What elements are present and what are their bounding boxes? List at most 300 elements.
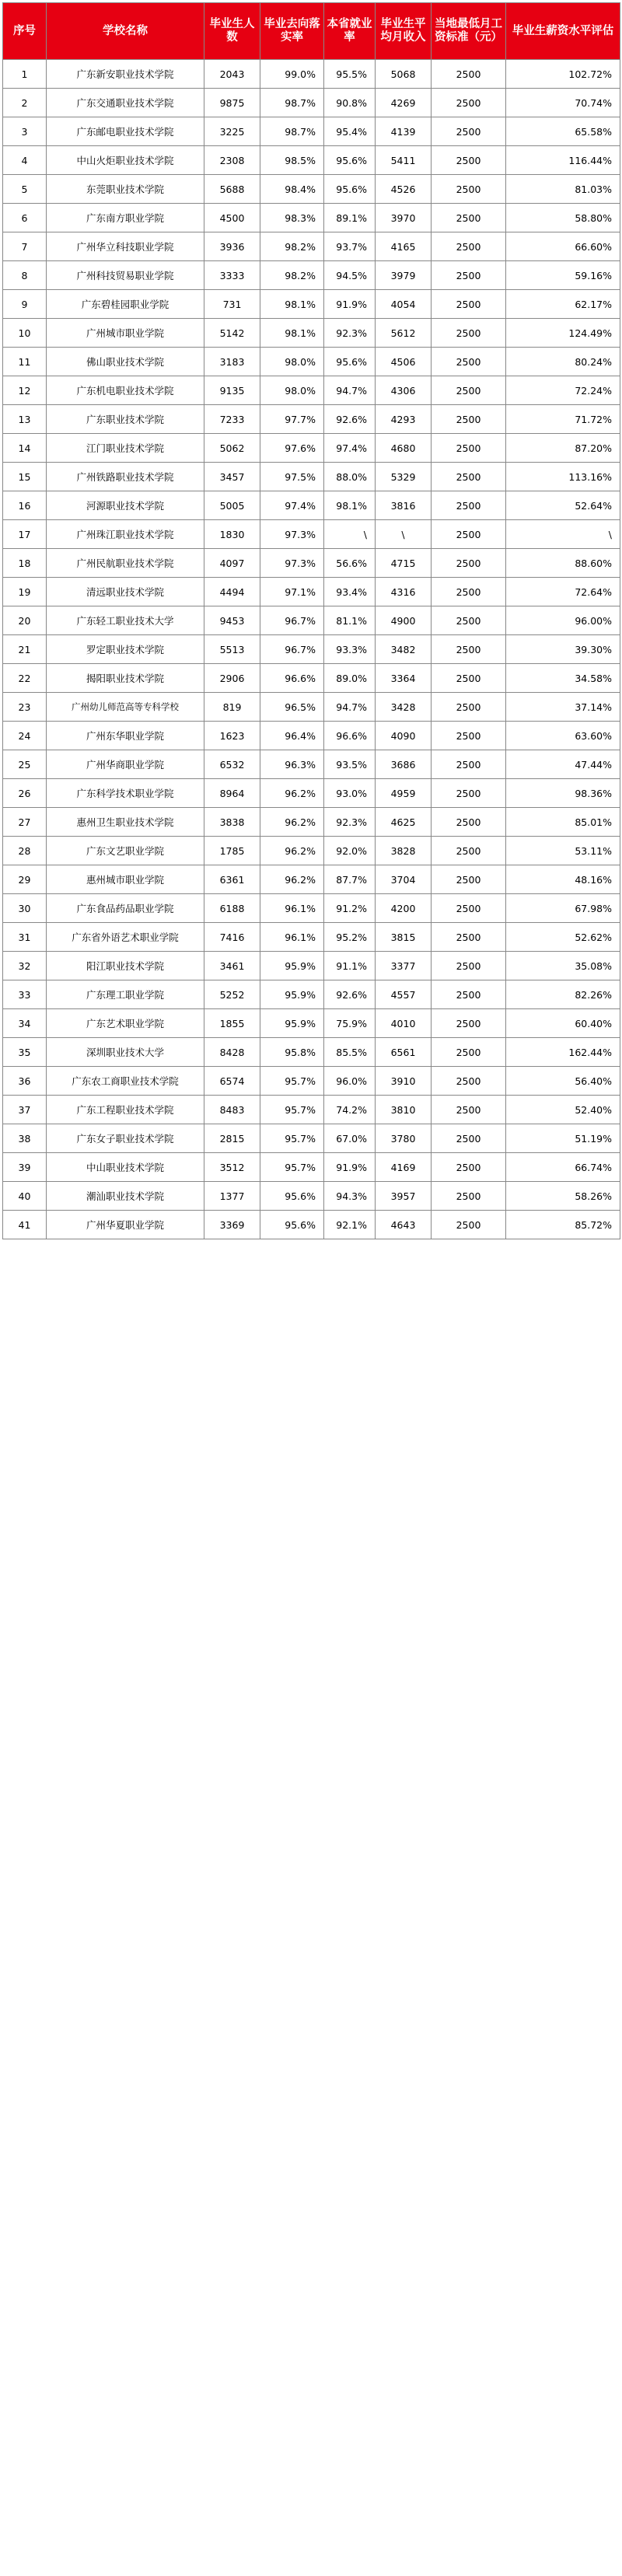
cell-graduates: 6532 [204, 750, 260, 779]
table-row [3, 693, 620, 722]
cell-avg-income: 4293 [376, 405, 432, 434]
cell-avg-income: 4306 [376, 376, 432, 405]
cell-school-name: 中山火炬职业技术学院 [47, 146, 204, 175]
table-row [3, 894, 620, 923]
cell-in-province-rate: 95.6% [324, 348, 376, 376]
header-graduates: 毕业生人数 [204, 3, 260, 60]
cell-salary-assessment: 162.44% [506, 1038, 620, 1067]
cell-salary-assessment: 98.36% [506, 779, 620, 808]
cell-in-province-rate: 94.5% [324, 261, 376, 290]
cell-min-wage: 2500 [432, 261, 506, 290]
cell-in-province-rate: 96.6% [324, 722, 376, 750]
cell-school-name: 广州城市职业学院 [47, 319, 204, 348]
cell-placement-rate: 99.0% [260, 60, 324, 89]
cell-in-province-rate: 92.1% [324, 1211, 376, 1239]
table-row [3, 146, 620, 175]
cell-salary-assessment: 62.17% [506, 290, 620, 319]
cell-salary-assessment: 63.60% [506, 722, 620, 750]
cell-placement-rate: 98.1% [260, 290, 324, 319]
cell-salary-assessment: 72.64% [506, 578, 620, 606]
cell-avg-income: 4169 [376, 1153, 432, 1182]
table-row [3, 952, 620, 980]
cell-salary-assessment: 102.72% [506, 60, 620, 89]
cell-avg-income: 6561 [376, 1038, 432, 1067]
cell-in-province-rate: 94.3% [324, 1182, 376, 1211]
cell-min-wage: 2500 [432, 290, 506, 319]
cell-school-name: 广东交通职业技术学院 [47, 89, 204, 117]
cell-school-name: 广东科学技术职业学院 [47, 779, 204, 808]
cell-graduates: 6574 [204, 1067, 260, 1096]
header-avg-income: 毕业生平均月收入 [376, 3, 432, 60]
cell-graduates: 5513 [204, 635, 260, 664]
cell-school-name: 清远职业技术学院 [47, 578, 204, 606]
cell-graduates: 3183 [204, 348, 260, 376]
cell-in-province-rate: 97.4% [324, 434, 376, 463]
cell-placement-rate: 95.6% [260, 1182, 324, 1211]
cell-salary-assessment: 60.40% [506, 1009, 620, 1038]
cell-school-name: 广州华商职业学院 [47, 750, 204, 779]
cell-school-name: 广州科技贸易职业学院 [47, 261, 204, 290]
cell-placement-rate: 96.2% [260, 837, 324, 865]
cell-min-wage: 2500 [432, 117, 506, 146]
cell-in-province-rate: 92.3% [324, 319, 376, 348]
cell-salary-assessment: 124.49% [506, 319, 620, 348]
cell-min-wage: 2500 [432, 837, 506, 865]
cell-avg-income: 3482 [376, 635, 432, 664]
cell-school-name: 广东工程职业技术学院 [47, 1096, 204, 1124]
table-row [3, 635, 620, 664]
cell-in-province-rate: 90.8% [324, 89, 376, 117]
cell-in-province-rate: 89.1% [324, 204, 376, 232]
cell-seq: 2 [3, 89, 47, 117]
table-row [3, 89, 620, 117]
cell-in-province-rate: 95.2% [324, 923, 376, 952]
cell-seq: 33 [3, 980, 47, 1009]
cell-graduates: 9875 [204, 89, 260, 117]
cell-placement-rate: 95.6% [260, 1211, 324, 1239]
cell-avg-income: 4506 [376, 348, 432, 376]
cell-graduates: 3333 [204, 261, 260, 290]
cell-graduates: 8483 [204, 1096, 260, 1124]
cell-salary-assessment: 48.16% [506, 865, 620, 894]
table-body [3, 60, 620, 1239]
cell-seq: 14 [3, 434, 47, 463]
cell-school-name: 潮汕职业技术学院 [47, 1182, 204, 1211]
cell-school-name: 广州珠江职业技术学院 [47, 520, 204, 549]
cell-seq: 37 [3, 1096, 47, 1124]
cell-min-wage: 2500 [432, 808, 506, 837]
header-seq: 序号 [3, 3, 47, 60]
cell-seq: 39 [3, 1153, 47, 1182]
cell-school-name: 河源职业技术学院 [47, 491, 204, 520]
cell-min-wage: 2500 [432, 779, 506, 808]
cell-min-wage: 2500 [432, 664, 506, 693]
cell-graduates: 7233 [204, 405, 260, 434]
cell-seq: 18 [3, 549, 47, 578]
cell-school-name: 惠州城市职业学院 [47, 865, 204, 894]
cell-graduates: 2308 [204, 146, 260, 175]
cell-min-wage: 2500 [432, 491, 506, 520]
table-row [3, 779, 620, 808]
cell-school-name: 广东新安职业技术学院 [47, 60, 204, 89]
cell-placement-rate: 98.3% [260, 204, 324, 232]
cell-salary-assessment: \ [506, 520, 620, 549]
cell-salary-assessment: 66.74% [506, 1153, 620, 1182]
cell-in-province-rate: 91.2% [324, 894, 376, 923]
cell-seq: 13 [3, 405, 47, 434]
cell-in-province-rate: 92.0% [324, 837, 376, 865]
cell-avg-income: 4010 [376, 1009, 432, 1038]
cell-min-wage: 2500 [432, 89, 506, 117]
cell-salary-assessment: 113.16% [506, 463, 620, 491]
cell-graduates: 6361 [204, 865, 260, 894]
cell-avg-income: \ [376, 520, 432, 549]
cell-seq: 3 [3, 117, 47, 146]
cell-in-province-rate: 93.0% [324, 779, 376, 808]
cell-seq: 41 [3, 1211, 47, 1239]
cell-salary-assessment: 81.03% [506, 175, 620, 204]
cell-in-province-rate: 75.9% [324, 1009, 376, 1038]
cell-salary-assessment: 47.44% [506, 750, 620, 779]
cell-in-province-rate: 91.9% [324, 1153, 376, 1182]
cell-in-province-rate: 87.7% [324, 865, 376, 894]
cell-in-province-rate: 81.1% [324, 606, 376, 635]
table-row [3, 750, 620, 779]
cell-seq: 21 [3, 635, 47, 664]
cell-seq: 8 [3, 261, 47, 290]
cell-graduates: 4494 [204, 578, 260, 606]
cell-salary-assessment: 66.60% [506, 232, 620, 261]
cell-school-name: 江门职业技术学院 [47, 434, 204, 463]
header-salary-assessment: 毕业生薪资水平评估 [506, 3, 620, 60]
table-row [3, 405, 620, 434]
cell-placement-rate: 97.4% [260, 491, 324, 520]
cell-seq: 40 [3, 1182, 47, 1211]
cell-placement-rate: 97.6% [260, 434, 324, 463]
cell-in-province-rate: 92.6% [324, 980, 376, 1009]
cell-salary-assessment: 53.11% [506, 837, 620, 865]
cell-seq: 24 [3, 722, 47, 750]
cell-placement-rate: 95.7% [260, 1096, 324, 1124]
cell-school-name: 佛山职业技术学院 [47, 348, 204, 376]
cell-min-wage: 2500 [432, 1124, 506, 1153]
cell-in-province-rate: \ [324, 520, 376, 549]
cell-placement-rate: 96.3% [260, 750, 324, 779]
cell-graduates: 3369 [204, 1211, 260, 1239]
table-row [3, 549, 620, 578]
cell-avg-income: 4625 [376, 808, 432, 837]
cell-avg-income: 4643 [376, 1211, 432, 1239]
table-row [3, 1211, 620, 1239]
cell-salary-assessment: 116.44% [506, 146, 620, 175]
cell-avg-income: 5411 [376, 146, 432, 175]
cell-placement-rate: 98.2% [260, 232, 324, 261]
cell-min-wage: 2500 [432, 1067, 506, 1096]
cell-avg-income: 4054 [376, 290, 432, 319]
cell-seq: 12 [3, 376, 47, 405]
cell-graduates: 8964 [204, 779, 260, 808]
cell-seq: 38 [3, 1124, 47, 1153]
cell-school-name: 广州华夏职业学院 [47, 1211, 204, 1239]
cell-avg-income: 3428 [376, 693, 432, 722]
header-min-wage: 当地最低月工资标准（元） [432, 3, 506, 60]
cell-salary-assessment: 58.80% [506, 204, 620, 232]
cell-salary-assessment: 65.58% [506, 117, 620, 146]
cell-salary-assessment: 85.01% [506, 808, 620, 837]
cell-min-wage: 2500 [432, 434, 506, 463]
cell-in-province-rate: 56.6% [324, 549, 376, 578]
cell-salary-assessment: 88.60% [506, 549, 620, 578]
cell-seq: 28 [3, 837, 47, 865]
cell-placement-rate: 95.7% [260, 1153, 324, 1182]
cell-min-wage: 2500 [432, 146, 506, 175]
cell-min-wage: 2500 [432, 578, 506, 606]
cell-in-province-rate: 95.6% [324, 146, 376, 175]
cell-graduates: 3838 [204, 808, 260, 837]
header-school-name: 学校名称 [47, 3, 204, 60]
cell-min-wage: 2500 [432, 1038, 506, 1067]
cell-seq: 1 [3, 60, 47, 89]
cell-min-wage: 2500 [432, 1153, 506, 1182]
cell-placement-rate: 96.1% [260, 923, 324, 952]
cell-seq: 17 [3, 520, 47, 549]
cell-salary-assessment: 51.19% [506, 1124, 620, 1153]
cell-seq: 9 [3, 290, 47, 319]
cell-in-province-rate: 91.9% [324, 290, 376, 319]
cell-graduates: 5062 [204, 434, 260, 463]
cell-avg-income: 3704 [376, 865, 432, 894]
cell-avg-income: 5068 [376, 60, 432, 89]
header-in-province-rate: 本省就业率 [324, 3, 376, 60]
cell-min-wage: 2500 [432, 635, 506, 664]
cell-avg-income: 3979 [376, 261, 432, 290]
table-row [3, 117, 620, 146]
cell-placement-rate: 97.7% [260, 405, 324, 434]
cell-school-name: 广州铁路职业技术学院 [47, 463, 204, 491]
cell-salary-assessment: 58.26% [506, 1182, 620, 1211]
cell-seq: 34 [3, 1009, 47, 1038]
cell-school-name: 广东食品药品职业学院 [47, 894, 204, 923]
cell-seq: 31 [3, 923, 47, 952]
cell-min-wage: 2500 [432, 980, 506, 1009]
cell-school-name: 惠州卫生职业技术学院 [47, 808, 204, 837]
cell-placement-rate: 98.7% [260, 89, 324, 117]
table-row [3, 376, 620, 405]
table-row [3, 204, 620, 232]
cell-graduates: 731 [204, 290, 260, 319]
cell-salary-assessment: 59.16% [506, 261, 620, 290]
table-row [3, 348, 620, 376]
cell-graduates: 1785 [204, 837, 260, 865]
cell-placement-rate: 96.7% [260, 606, 324, 635]
cell-seq: 6 [3, 204, 47, 232]
table-row [3, 232, 620, 261]
cell-seq: 27 [3, 808, 47, 837]
cell-in-province-rate: 92.3% [324, 808, 376, 837]
cell-avg-income: 4557 [376, 980, 432, 1009]
cell-in-province-rate: 94.7% [324, 376, 376, 405]
cell-placement-rate: 97.3% [260, 549, 324, 578]
cell-seq: 30 [3, 894, 47, 923]
cell-min-wage: 2500 [432, 405, 506, 434]
cell-graduates: 5142 [204, 319, 260, 348]
table-row [3, 865, 620, 894]
cell-min-wage: 2500 [432, 60, 506, 89]
cell-school-name: 广东省外语艺术职业学院 [47, 923, 204, 952]
cell-seq: 5 [3, 175, 47, 204]
cell-graduates: 4500 [204, 204, 260, 232]
cell-avg-income: 3910 [376, 1067, 432, 1096]
cell-seq: 25 [3, 750, 47, 779]
cell-salary-assessment: 37.14% [506, 693, 620, 722]
cell-avg-income: 3957 [376, 1182, 432, 1211]
cell-in-province-rate: 88.0% [324, 463, 376, 491]
cell-salary-assessment: 52.64% [506, 491, 620, 520]
cell-graduates: 1377 [204, 1182, 260, 1211]
table-row [3, 434, 620, 463]
cell-avg-income: 3970 [376, 204, 432, 232]
cell-in-province-rate: 94.7% [324, 693, 376, 722]
cell-school-name: 广东农工商职业技术学院 [47, 1067, 204, 1096]
cell-placement-rate: 95.8% [260, 1038, 324, 1067]
cell-avg-income: 3377 [376, 952, 432, 980]
table-row [3, 1182, 620, 1211]
cell-min-wage: 2500 [432, 175, 506, 204]
cell-seq: 29 [3, 865, 47, 894]
table-row [3, 808, 620, 837]
cell-seq: 20 [3, 606, 47, 635]
cell-min-wage: 2500 [432, 463, 506, 491]
cell-avg-income: 3780 [376, 1124, 432, 1153]
cell-seq: 4 [3, 146, 47, 175]
cell-in-province-rate: 95.6% [324, 175, 376, 204]
cell-salary-assessment: 85.72% [506, 1211, 620, 1239]
cell-school-name: 广州幼儿师范高等专科学校 [47, 693, 204, 722]
cell-salary-assessment: 71.72% [506, 405, 620, 434]
cell-placement-rate: 97.3% [260, 520, 324, 549]
cell-seq: 22 [3, 664, 47, 693]
cell-avg-income: 4269 [376, 89, 432, 117]
cell-school-name: 广东职业技术学院 [47, 405, 204, 434]
cell-in-province-rate: 93.5% [324, 750, 376, 779]
cell-seq: 32 [3, 952, 47, 980]
table-row [3, 578, 620, 606]
cell-graduates: 3512 [204, 1153, 260, 1182]
cell-min-wage: 2500 [432, 232, 506, 261]
cell-placement-rate: 95.7% [260, 1067, 324, 1096]
cell-avg-income: 4526 [376, 175, 432, 204]
cell-seq: 26 [3, 779, 47, 808]
cell-placement-rate: 95.9% [260, 952, 324, 980]
cell-avg-income: 5329 [376, 463, 432, 491]
cell-avg-income: 4680 [376, 434, 432, 463]
cell-graduates: 8428 [204, 1038, 260, 1067]
cell-in-province-rate: 96.0% [324, 1067, 376, 1096]
cell-salary-assessment: 72.24% [506, 376, 620, 405]
cell-graduates: 2906 [204, 664, 260, 693]
cell-graduates: 1623 [204, 722, 260, 750]
cell-graduates: 3461 [204, 952, 260, 980]
table-row [3, 923, 620, 952]
cell-graduates: 1855 [204, 1009, 260, 1038]
cell-min-wage: 2500 [432, 376, 506, 405]
cell-min-wage: 2500 [432, 1096, 506, 1124]
cell-in-province-rate: 74.2% [324, 1096, 376, 1124]
cell-in-province-rate: 67.0% [324, 1124, 376, 1153]
cell-graduates: 3225 [204, 117, 260, 146]
cell-min-wage: 2500 [432, 348, 506, 376]
cell-min-wage: 2500 [432, 952, 506, 980]
table-row [3, 261, 620, 290]
cell-placement-rate: 95.9% [260, 1009, 324, 1038]
cell-school-name: 广东碧桂园职业学院 [47, 290, 204, 319]
table-row [3, 1124, 620, 1153]
cell-min-wage: 2500 [432, 923, 506, 952]
cell-school-name: 揭阳职业技术学院 [47, 664, 204, 693]
cell-avg-income: 4316 [376, 578, 432, 606]
cell-seq: 11 [3, 348, 47, 376]
cell-school-name: 广东机电职业技术学院 [47, 376, 204, 405]
table-row [3, 1009, 620, 1038]
cell-placement-rate: 97.1% [260, 578, 324, 606]
cell-school-name: 广州民航职业技术学院 [47, 549, 204, 578]
table-row [3, 722, 620, 750]
cell-min-wage: 2500 [432, 319, 506, 348]
table-row [3, 837, 620, 865]
cell-in-province-rate: 92.6% [324, 405, 376, 434]
cell-salary-assessment: 67.98% [506, 894, 620, 923]
cell-seq: 10 [3, 319, 47, 348]
cell-graduates: 5252 [204, 980, 260, 1009]
cell-in-province-rate: 93.7% [324, 232, 376, 261]
table-row [3, 664, 620, 693]
cell-school-name: 中山职业技术学院 [47, 1153, 204, 1182]
cell-graduates: 7416 [204, 923, 260, 952]
table-row [3, 606, 620, 635]
cell-avg-income: 5612 [376, 319, 432, 348]
cell-placement-rate: 96.7% [260, 635, 324, 664]
cell-salary-assessment: 70.74% [506, 89, 620, 117]
cell-in-province-rate: 98.1% [324, 491, 376, 520]
cell-min-wage: 2500 [432, 1182, 506, 1211]
cell-school-name: 广东轻工职业技术大学 [47, 606, 204, 635]
cell-graduates: 6188 [204, 894, 260, 923]
cell-in-province-rate: 89.0% [324, 664, 376, 693]
cell-min-wage: 2500 [432, 606, 506, 635]
cell-avg-income: 3828 [376, 837, 432, 865]
cell-placement-rate: 98.7% [260, 117, 324, 146]
table-row [3, 319, 620, 348]
cell-salary-assessment: 39.30% [506, 635, 620, 664]
cell-min-wage: 2500 [432, 865, 506, 894]
employment-data-table [2, 2, 620, 1239]
table-row [3, 463, 620, 491]
table-row [3, 1096, 620, 1124]
cell-placement-rate: 98.4% [260, 175, 324, 204]
cell-in-province-rate: 93.4% [324, 578, 376, 606]
cell-placement-rate: 95.7% [260, 1124, 324, 1153]
cell-avg-income: 4959 [376, 779, 432, 808]
cell-seq: 35 [3, 1038, 47, 1067]
cell-graduates: 2815 [204, 1124, 260, 1153]
cell-graduates: 5688 [204, 175, 260, 204]
table-row [3, 1153, 620, 1182]
cell-placement-rate: 97.5% [260, 463, 324, 491]
cell-placement-rate: 96.5% [260, 693, 324, 722]
cell-graduates: 1830 [204, 520, 260, 549]
cell-school-name: 广东南方职业学院 [47, 204, 204, 232]
cell-in-province-rate: 85.5% [324, 1038, 376, 1067]
